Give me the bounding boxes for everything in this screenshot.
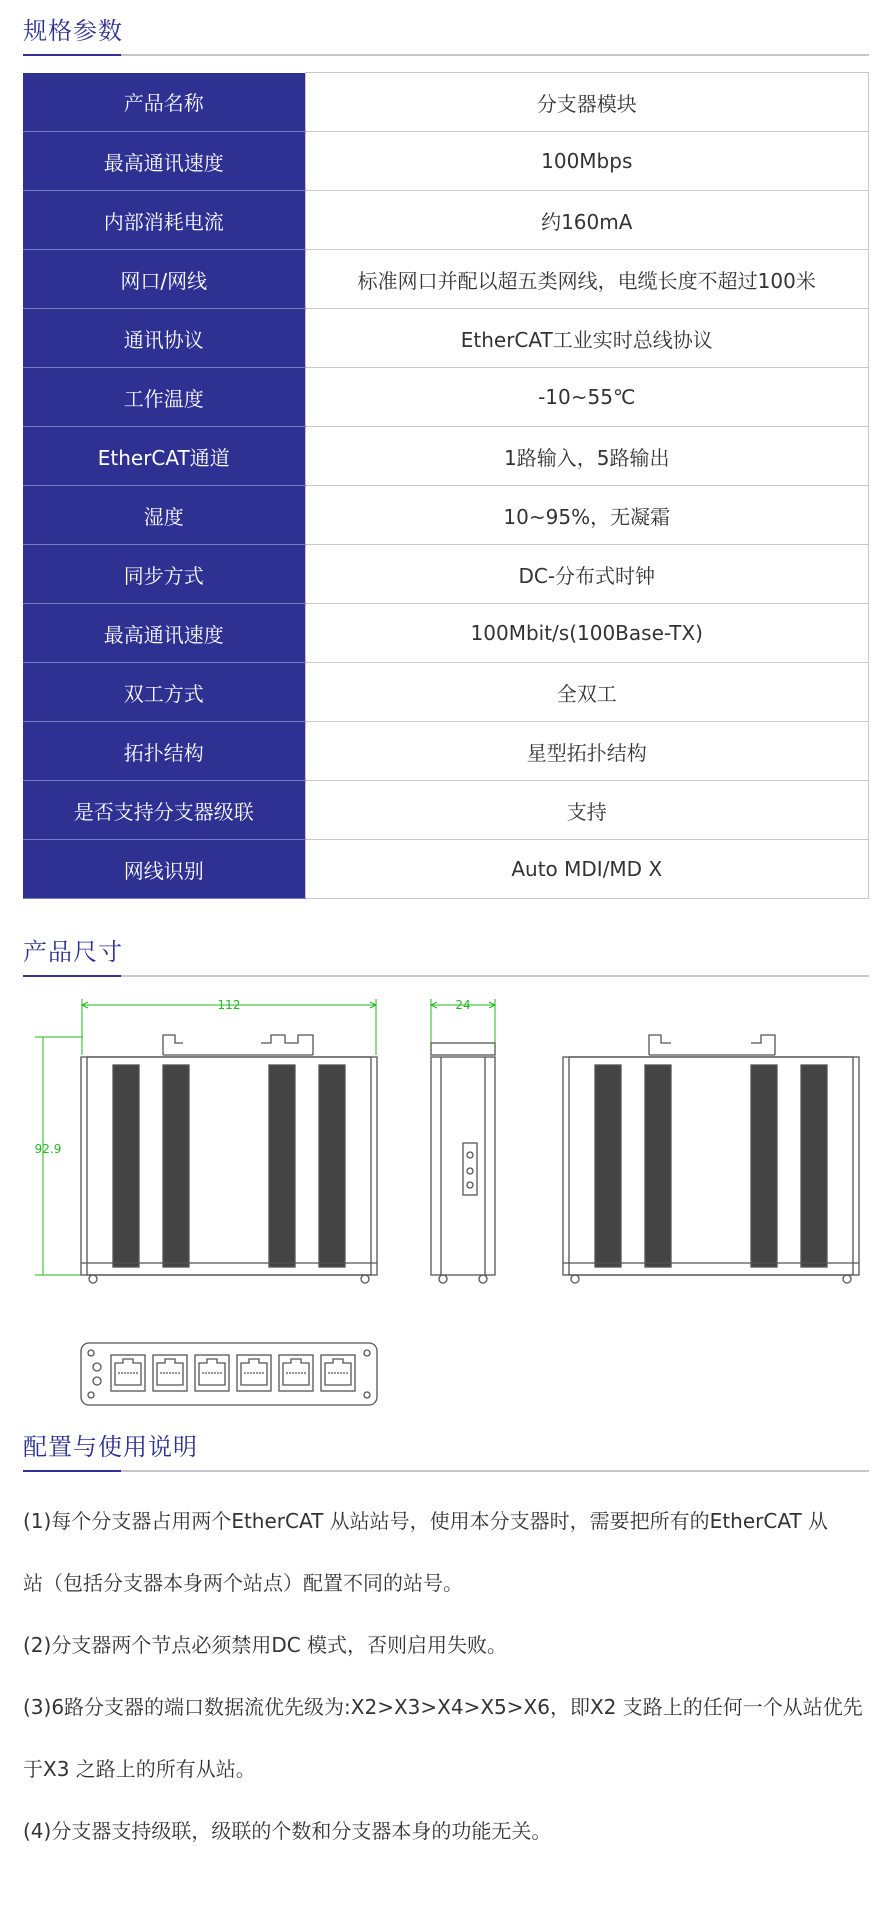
usage-note-line: (2)分支器两个节点必须禁用DC 模式，否则启用失败。 [23, 1633, 508, 1657]
spec-label: 是否支持分支器级联 [23, 781, 305, 840]
spec-label: 湿度 [23, 486, 305, 545]
spec-value: DC-分布式时钟 [305, 545, 869, 604]
rj45-port-icon [237, 1355, 271, 1391]
spec-row [23, 604, 869, 663]
spec-label: 双工方式 [23, 663, 305, 722]
spec-row [23, 781, 869, 840]
specs-table [23, 72, 869, 899]
spec-label: 同步方式 [23, 545, 305, 604]
spec-value: 分支器模块 [305, 73, 869, 132]
depth-dimension-label: 24 [455, 998, 471, 1012]
dimension-drawing [23, 995, 869, 1415]
usage-title-underline [23, 1470, 121, 1472]
spec-value: 100Mbit/s(100Base-TX) [305, 604, 869, 663]
spec-row [23, 250, 869, 309]
spec-label: 网口/网线 [23, 250, 305, 309]
usage-notes [23, 1490, 869, 1862]
spec-label: 通讯协议 [23, 309, 305, 368]
usage-note-line: (4)分支器支持级联，级联的个数和分支器本身的功能无关。 [23, 1819, 552, 1843]
spec-value: Auto MDI/MD X [305, 840, 869, 899]
rj45-port-group [111, 1355, 355, 1391]
spec-row [23, 722, 869, 781]
spec-row [23, 486, 869, 545]
spec-row [23, 368, 869, 427]
specs-section-title: 规格参数 [23, 17, 123, 45]
rj45-port-icon [153, 1355, 187, 1391]
spec-value: 10~95%，无凝霜 [305, 486, 869, 545]
rj45-port-icon [279, 1355, 313, 1391]
side-view [431, 998, 495, 1283]
spec-value: EtherCAT工业实时总线协议 [305, 309, 869, 368]
front-view [35, 998, 377, 1283]
spec-row [23, 191, 869, 250]
spec-value: -10~55℃ [305, 368, 869, 427]
spec-value: 100Mbps [305, 132, 869, 191]
spec-value: 星型拓扑结构 [305, 722, 869, 781]
spec-row [23, 427, 869, 486]
usage-note-line: 站（包括分支器本身两个站点）配置不同的站号。 [23, 1571, 463, 1595]
port-view [81, 1343, 377, 1405]
specs-title-underline [23, 54, 121, 56]
height-dimension-label: 92.9 [34, 1142, 62, 1156]
spec-row [23, 840, 869, 899]
specs-section-header [23, 14, 869, 56]
back-view [563, 1035, 859, 1283]
spec-label: 网线识别 [23, 840, 305, 899]
specs-table-body [23, 73, 869, 899]
width-dimension-label: 112 [217, 998, 241, 1012]
spec-label: EtherCAT通道 [23, 427, 305, 486]
rj45-port-icon [195, 1355, 229, 1391]
dimensions-section-title: 产品尺寸 [23, 938, 123, 966]
spec-value: 1路输入，5路输出 [305, 427, 869, 486]
spec-value: 约160mA [305, 191, 869, 250]
rj45-port-icon [111, 1355, 145, 1391]
usage-section-title: 配置与使用说明 [23, 1433, 198, 1461]
spec-label: 产品名称 [23, 73, 305, 132]
spec-label: 拓扑结构 [23, 722, 305, 781]
spec-row [23, 309, 869, 368]
spec-label: 最高通讯速度 [23, 132, 305, 191]
spec-row [23, 132, 869, 191]
dimensions-title-underline [23, 975, 121, 977]
usage-note-line: (3)6路分支器的端口数据流优先级为:X2>X3>X4>X5>X6，即X2 支路上的任何一个从站优先 [23, 1695, 863, 1719]
spec-label: 最高通讯速度 [23, 604, 305, 663]
spec-label: 内部消耗电流 [23, 191, 305, 250]
spec-value: 支持 [305, 781, 869, 840]
spec-row [23, 663, 869, 722]
spec-row [23, 545, 869, 604]
usage-section-header [23, 1430, 869, 1472]
spec-value: 全双工 [305, 663, 869, 722]
dimension-drawing-svg [23, 995, 869, 1415]
spec-label: 工作温度 [23, 368, 305, 427]
usage-note-line: 于X3 之路上的所有从站。 [23, 1757, 256, 1781]
usage-note-line: (1)每个分支器占用两个EtherCAT 从站站号，使用本分支器时，需要把所有的EtherCAT 从 [23, 1509, 829, 1533]
spec-value: 标准网口并配以超五类网线，电缆长度不超过100米 [305, 250, 869, 309]
rj45-port-icon [321, 1355, 355, 1391]
dimensions-section-header [23, 935, 869, 977]
spec-row [23, 73, 869, 132]
